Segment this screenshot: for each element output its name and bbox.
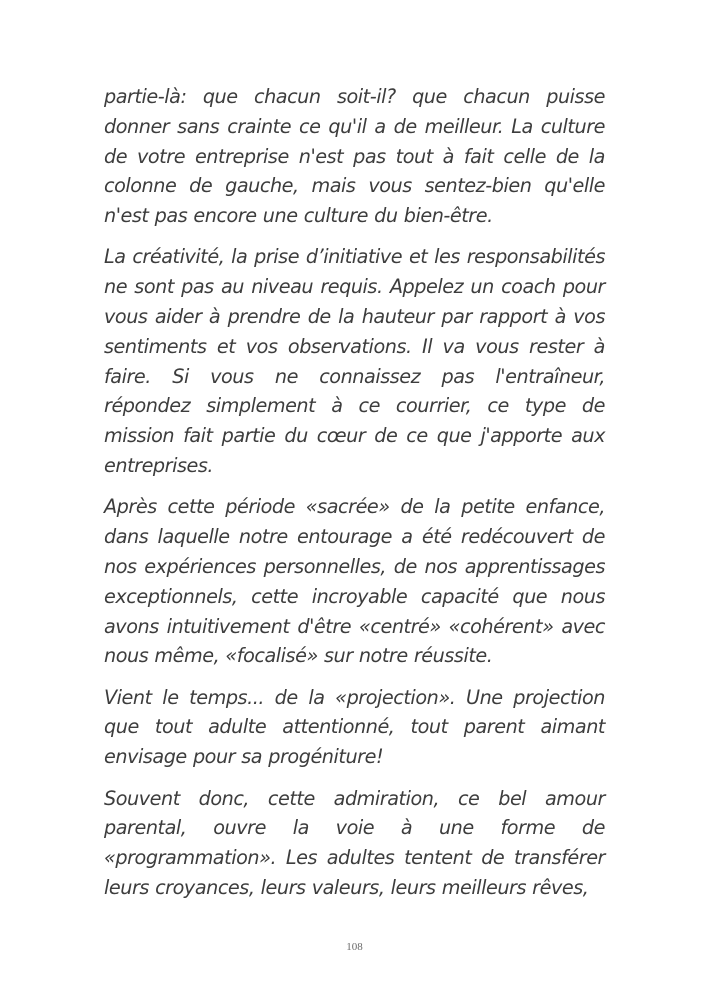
page-body [104, 82, 605, 914]
paragraph-1: partie-là: que chacun soit-il? que chacun puisse donner sans crainte ce qu'il a de meilleur. La culture de votre entreprise n'est pas tout à fait celle de la colonne de gauche, mais vous sentez-bien qu'elle n'est pas encore une culture du bien-être. [104, 85, 605, 228]
paragraph-2: La créativité, la prise d’initiative et les responsabilités ne sont pas au niveau requis. Appelez un coach pour vous aider à prendre de la hauteur par rapport à vos sentiments et vos observations. Il va vous rester à faire. Si vous ne connaissez pas l'entraîneur, répondez simplement à ce courrier, ce type de mission fait partie du cœur de ce que j'apporte aux entreprises. [104, 245, 605, 478]
page-number: 108 [346, 941, 363, 953]
paragraph-4: Vient le temps... de la «projection». Une projection que tout adulte attentionné, tout parent aimant envisage pour sa progéniture! [104, 685, 605, 769]
paragraph-3: Après cette période «sacrée» de la petite enfance, dans laquelle notre entourage a été redécouvert de nos expériences personnelles, de nos apprentissages exceptionnels, cette incroyable capacité que nous avons intuitivement d'être «centré» «cohérent» avec nous même, «focalisé» sur notre réussite. [104, 495, 605, 668]
paragraph-5: Souvent donc, cette admiration, ce bel amour parental, ouvre la voie à une forme de «programmation». Les adultes tentent de transférer leurs croyances, leurs valeurs, leurs meilleurs rêves, [104, 786, 605, 899]
